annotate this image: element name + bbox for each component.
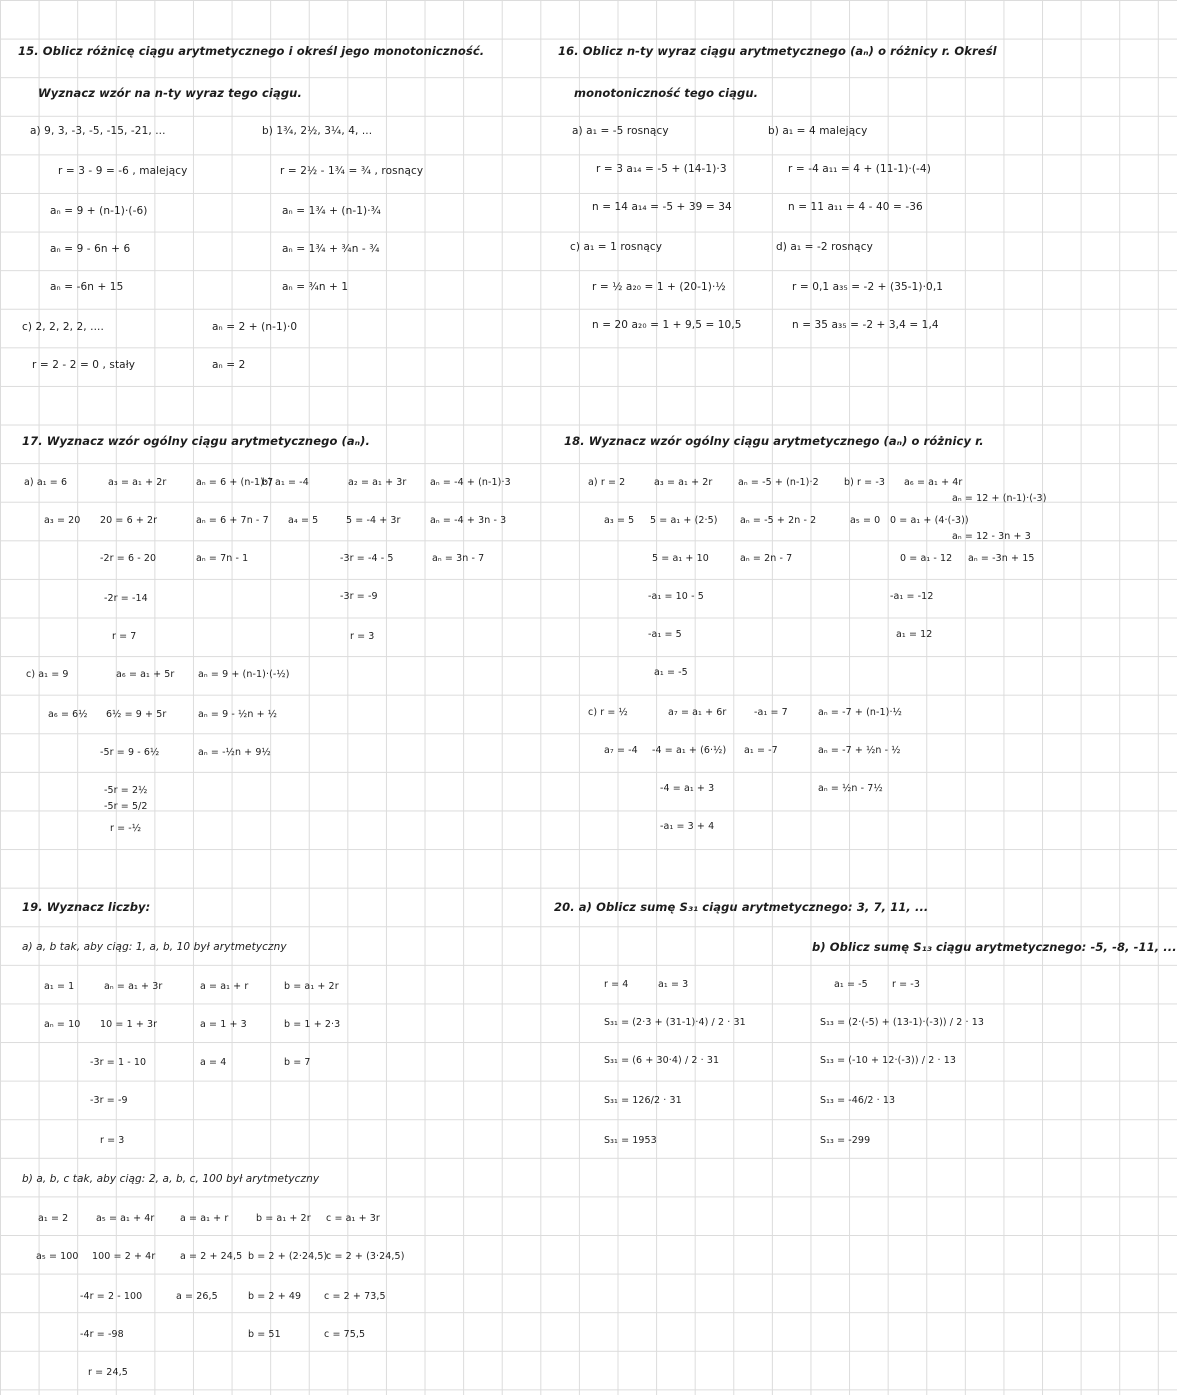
p15-a-line: r = 3 - 9 = -6 , malejący <box>58 165 188 177</box>
p19-a-line: a = 4 <box>200 1057 227 1068</box>
p17-a-line: aₙ = 6 + 7n - 7 <box>196 515 269 526</box>
p15-b-line: aₙ = ¾n + 1 <box>282 281 349 293</box>
p19-a-line: -3r = -9 <box>90 1095 128 1106</box>
p16-d-line: d) a₁ = -2 rosnący <box>776 241 873 253</box>
p19-b-line: c = 2 + (3·24,5) <box>326 1251 405 1262</box>
p16-c-line: n = 20 a₂₀ = 1 + 9,5 = 10,5 <box>592 319 742 331</box>
p18-c-line: a₇ = a₁ + 6r <box>668 707 727 718</box>
p18-a-line: a) r = 2 <box>588 477 626 488</box>
p19-a-line: a = 1 + 3 <box>200 1019 247 1030</box>
p15-c-line: r = 2 - 2 = 0 , stały <box>32 359 136 371</box>
p19-a-line: a = a₁ + r <box>200 981 249 992</box>
p18-c-line: -4 = a₁ + (6·½) <box>652 745 727 756</box>
p19-b-line: r = 24,5 <box>88 1367 128 1378</box>
p18-c-line: -4 = a₁ + 3 <box>660 783 715 794</box>
p17-a-line: a₃ = 20 <box>44 515 81 526</box>
p17-a-line: -2r = 6 - 20 <box>100 553 157 564</box>
p20-b-line: S₁₃ = (2·(-5) + (13-1)·(-3)) / 2 · 13 <box>820 1017 985 1028</box>
p18-a-line: aₙ = -5 + 2n - 2 <box>740 515 817 526</box>
p18-c-line: a₇ = -4 <box>604 745 638 756</box>
p19-a-line: r = 3 <box>100 1135 125 1146</box>
p19-a-line: b = 7 <box>284 1057 311 1068</box>
p16-d-line: r = 0,1 a₃₅ = -2 + (35-1)·0,1 <box>792 281 944 293</box>
p18-a-line: -a₁ = 10 - 5 <box>648 591 704 602</box>
p18-b-line: aₙ = 12 - 3n + 3 <box>952 531 1031 542</box>
p17-b-line: a₄ = 5 <box>288 515 319 526</box>
p16-a-line: n = 14 a₁₄ = -5 + 39 = 34 <box>592 201 732 213</box>
p17-b-line: a₂ = a₁ + 3r <box>348 477 407 488</box>
p19-b-line: -4r = 2 - 100 <box>80 1291 143 1302</box>
problem-16-title: 16. Oblicz n-ty wyraz ciągu arytmetycznego (aₙ) o różnicy r. Określ <box>558 44 997 58</box>
p18-a-line: aₙ = -5 + (n-1)·2 <box>738 477 819 488</box>
p17-b-line: -3r = -9 <box>340 591 378 602</box>
p19-b-line: a₅ = a₁ + 4r <box>96 1213 155 1224</box>
p20-a-line: S₃₁ = (2·3 + (31-1)·4) / 2 · 31 <box>604 1017 746 1028</box>
p15-a-line: aₙ = 9 + (n-1)·(-6) <box>50 205 148 217</box>
p15-c-line: c) 2, 2, 2, 2, .... <box>22 321 104 333</box>
p19-b-line: a = a₁ + r <box>180 1213 229 1224</box>
p19-b-line: c = 2 + 73,5 <box>324 1291 386 1302</box>
p17-c-line: aₙ = 9 + (n-1)·(-½) <box>198 669 290 680</box>
p19-a-line: -3r = 1 - 10 <box>90 1057 147 1068</box>
p17-b-line: -3r = -4 - 5 <box>340 553 394 564</box>
p18-c-line: -a₁ = 3 + 4 <box>660 821 715 832</box>
p19-b-line: b = 2 + 49 <box>248 1291 302 1302</box>
p18-b-line: a₁ = 12 <box>896 629 933 640</box>
p19-b-line: c = a₁ + 3r <box>326 1213 380 1224</box>
problem-15-subtitle: Wyznacz wzór na n-ty wyraz tego ciągu. <box>38 86 302 100</box>
problem-17-title: 17. Wyznacz wzór ogólny ciągu arytmetycznego (aₙ). <box>22 434 370 448</box>
p20-a-line: S₃₁ = 126/2 · 31 <box>604 1095 682 1106</box>
p18-a-line: 5 = a₁ + 10 <box>652 553 709 564</box>
p15-a-line: aₙ = 9 - 6n + 6 <box>50 243 131 255</box>
problem-20b-title: b) Oblicz sumę S₁₃ ciągu arytmetycznego: -5, -8, -11, ... <box>812 940 1177 954</box>
p19-b-line: b = 51 <box>248 1329 281 1340</box>
p17-a-line: r = 7 <box>112 631 137 642</box>
p17-c-line: aₙ = -½n + 9½ <box>198 747 271 758</box>
p17-b-line: aₙ = -4 + (n-1)·3 <box>430 477 511 488</box>
p15-a-line: aₙ = -6n + 15 <box>50 281 124 293</box>
problem-19a-title: a) a, b tak, aby ciąg: 1, a, b, 10 był arytmetyczny <box>22 941 287 953</box>
p19-a-line: a₁ = 1 <box>44 981 75 992</box>
p17-c-line: c) a₁ = 9 <box>26 669 69 680</box>
p15-a-line: a) 9, 3, -3, -5, -15, -21, ... <box>30 125 166 137</box>
p17-c-line: r = -½ <box>110 823 142 834</box>
p18-a-line: -a₁ = 5 <box>648 629 682 640</box>
p15-b-line: aₙ = 1¾ + (n-1)·¾ <box>282 205 381 217</box>
p17-c-line: -5r = 5/2 <box>104 801 148 812</box>
p16-a-line: a) a₁ = -5 rosnący <box>572 125 669 137</box>
p16-b-line: n = 11 a₁₁ = 4 - 40 = -36 <box>788 201 923 213</box>
p17-b-line: b) a₁ = -4 <box>262 477 309 488</box>
p18-c-line: -a₁ = 7 <box>754 707 788 718</box>
p17-c-line: a₆ = 6½ <box>48 709 88 720</box>
p17-c-line: aₙ = 9 - ½n + ½ <box>198 709 278 720</box>
p20-a-line: S₃₁ = (6 + 30·4) / 2 · 31 <box>604 1055 720 1066</box>
p19-a-line: aₙ = a₁ + 3r <box>104 981 163 992</box>
p17-a-line: a₃ = a₁ + 2r <box>108 477 167 488</box>
problem-19-title: 19. Wyznacz liczby: <box>22 900 151 914</box>
p18-b-line: b) r = -3 <box>844 477 886 488</box>
p17-a-line: aₙ = 6 + (n-1)·7 <box>196 477 274 488</box>
p19-b-line: b = 2 + (2·24,5) <box>248 1251 328 1262</box>
p19-b-line: 100 = 2 + 4r <box>92 1251 156 1262</box>
p15-b-line: aₙ = 1¾ + ¾n - ¾ <box>282 243 380 255</box>
p20-a-line: a₁ = 3 <box>658 979 689 990</box>
problem-15-title: 15. Oblicz różnicę ciągu arytmetycznego i określ jego monotoniczność. <box>18 44 485 58</box>
p19-a-line: 10 = 1 + 3r <box>100 1019 158 1030</box>
p17-a-line: -2r = -14 <box>104 593 148 604</box>
p18-a-line: 5 = a₁ + (2·5) <box>650 515 718 526</box>
p18-b-line: a₆ = a₁ + 4r <box>904 477 963 488</box>
p16-a-line: r = 3 a₁₄ = -5 + (14-1)·3 <box>596 163 727 175</box>
p18-b-line: aₙ = 12 + (n-1)·(-3) <box>952 493 1047 504</box>
p18-b-line: -a₁ = -12 <box>890 591 934 602</box>
p16-c-line: r = ½ a₂₀ = 1 + (20-1)·½ <box>592 281 726 293</box>
p17-c-line: -5r = 9 - 6½ <box>100 747 160 758</box>
p19-a-line: b = a₁ + 2r <box>284 981 339 992</box>
p15-c-line: aₙ = 2 + (n-1)·0 <box>212 321 298 333</box>
p16-d-line: n = 35 a₃₅ = -2 + 3,4 = 1,4 <box>792 319 939 331</box>
p19-a-line: aₙ = 10 <box>44 1019 81 1030</box>
p19-a-line: b = 1 + 2·3 <box>284 1019 341 1030</box>
p16-b-line: r = -4 a₁₁ = 4 + (11-1)·(-4) <box>788 163 931 175</box>
p18-b-line: a₅ = 0 <box>850 515 881 526</box>
problem-20a-title: 20. a) Oblicz sumę S₃₁ ciągu arytmetycznego: 3, 7, 11, ... <box>554 900 929 914</box>
p19-b-line: a₁ = 2 <box>38 1213 69 1224</box>
p19-b-line: a = 26,5 <box>176 1291 218 1302</box>
p18-a-line: a₃ = a₁ + 2r <box>654 477 713 488</box>
p17-b-line: aₙ = -4 + 3n - 3 <box>430 515 507 526</box>
p18-a-line: a₁ = -5 <box>654 667 688 678</box>
p20-b-line: r = -3 <box>892 979 920 990</box>
p18-a-line: aₙ = 2n - 7 <box>740 553 793 564</box>
p18-b-line: aₙ = -3n + 15 <box>968 553 1035 564</box>
p20-b-line: a₁ = -5 <box>834 979 868 990</box>
p18-c-line: c) r = ½ <box>588 707 628 718</box>
p19-b-line: a = 2 + 24,5 <box>180 1251 243 1262</box>
p18-c-line: a₁ = -7 <box>744 745 778 756</box>
p20-b-line: S₁₃ = -299 <box>820 1135 871 1146</box>
p17-b-line: r = 3 <box>350 631 375 642</box>
p20-a-line: r = 4 <box>604 979 629 990</box>
p15-b-line: b) 1¾, 2½, 3¼, 4, ... <box>262 125 373 137</box>
p15-c-line: aₙ = 2 <box>212 359 246 371</box>
p18-b-line: 0 = a₁ + (4·(-3)) <box>890 515 969 526</box>
p15-b-line: r = 2½ - 1¾ = ¾ , rosnący <box>280 165 424 177</box>
p16-b-line: b) a₁ = 4 malejący <box>768 125 868 137</box>
p18-c-line: aₙ = ½n - 7½ <box>818 783 883 794</box>
p17-a-line: aₙ = 7n - 1 <box>196 553 249 564</box>
p17-a-line: 20 = 6 + 2r <box>100 515 158 526</box>
p17-c-line: 6½ = 9 + 5r <box>106 709 167 720</box>
problem-16-subtitle: monotoniczność tego ciągu. <box>574 86 759 100</box>
p17-a-line: a) a₁ = 6 <box>24 477 68 488</box>
p18-b-line: 0 = a₁ - 12 <box>900 553 953 564</box>
p17-b-line: aₙ = 3n - 7 <box>432 553 485 564</box>
p17-b-line: 5 = -4 + 3r <box>346 515 401 526</box>
p18-c-line: aₙ = -7 + ½n - ½ <box>818 745 901 756</box>
p17-c-line: a₆ = a₁ + 5r <box>116 669 175 680</box>
p20-b-line: S₁₃ = -46/2 · 13 <box>820 1095 896 1106</box>
p17-c-line: -5r = 2½ <box>104 785 148 796</box>
p16-c-line: c) a₁ = 1 rosnący <box>570 241 663 253</box>
p19-b-line: c = 75,5 <box>324 1329 366 1340</box>
p18-c-line: aₙ = -7 + (n-1)·½ <box>818 707 902 718</box>
problem-19b-title: b) a, b, c tak, aby ciąg: 2, a, b, c, 100 był arytmetyczny <box>22 1173 320 1185</box>
p18-a-line: a₃ = 5 <box>604 515 635 526</box>
p19-b-line: a₅ = 100 <box>36 1251 79 1262</box>
p19-b-line: -4r = -98 <box>80 1329 124 1340</box>
p20-a-line: S₃₁ = 1953 <box>604 1135 657 1146</box>
problem-18-title: 18. Wyznacz wzór ogólny ciągu arytmetycznego (aₙ) o różnicy r. <box>564 434 984 448</box>
p20-b-line: S₁₃ = (-10 + 12·(-3)) / 2 · 13 <box>820 1055 956 1066</box>
p19-b-line: b = a₁ + 2r <box>256 1213 311 1224</box>
